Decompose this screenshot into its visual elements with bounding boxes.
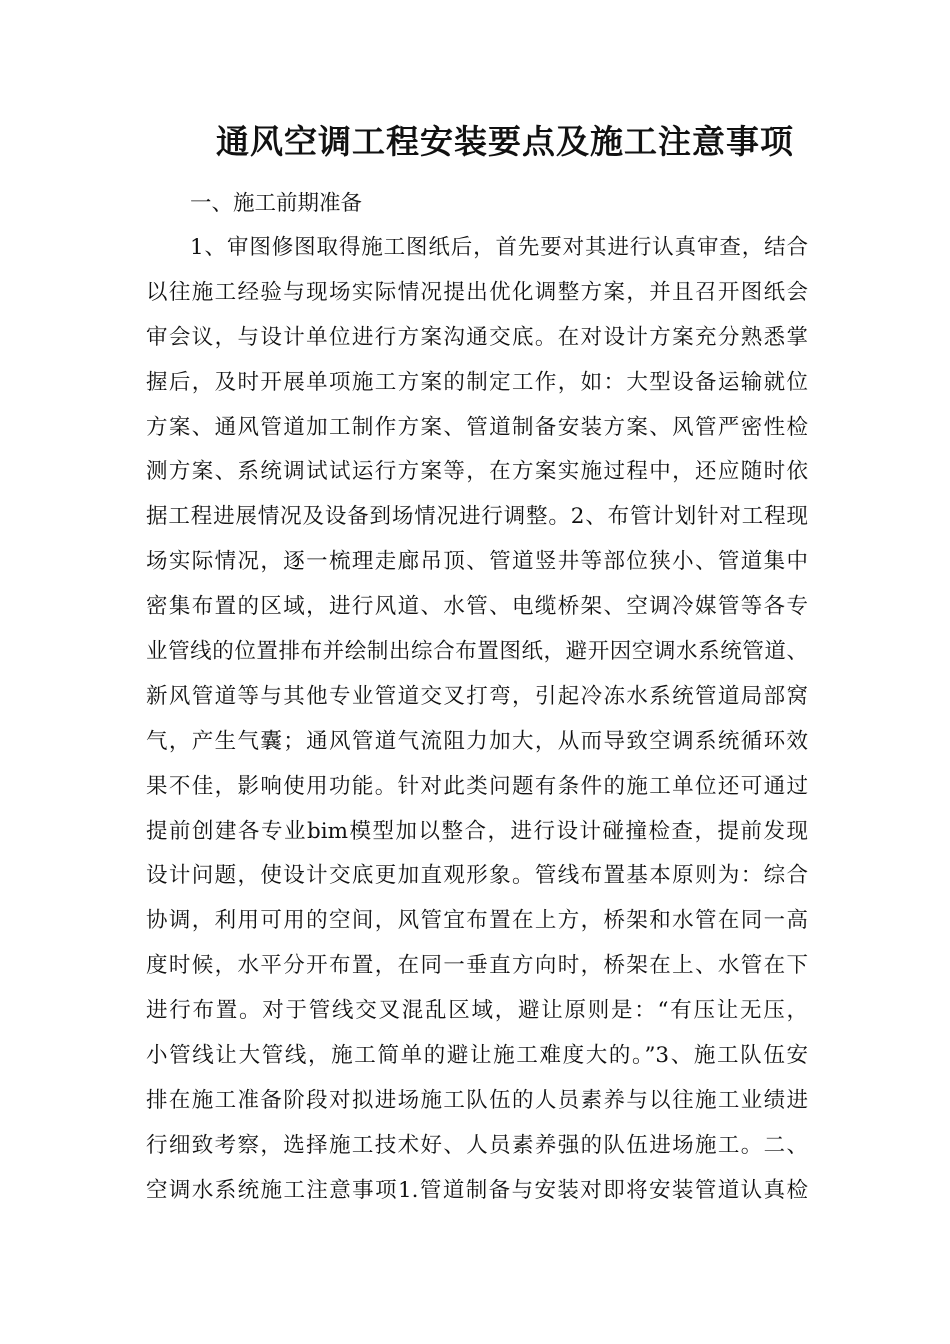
paragraph-line: 方案、通风管道加工制作方案、管道制备安装方案、风管严密性检	[146, 414, 808, 440]
paragraph-line: 握后，及时开展单项施工方案的制定工作，如：大型设备运输就位	[146, 369, 808, 395]
paragraph-line: 审会议，与设计单位进行方案沟通交底。在对设计方案充分熟悉掌	[146, 324, 808, 350]
paragraph-line: 排在施工准备阶段对拟进场施工队伍的人员素养与以往施工业绩进	[146, 1087, 808, 1113]
document-body	[146, 182, 808, 1214]
paragraph-line: 行细致考察，选择施工技术好、人员素养强的队伍进场施工。二、	[146, 1132, 808, 1158]
paragraph-line: 测方案、系统调试试运行方案等，在方案实施过程中，还应随时依	[146, 459, 808, 485]
paragraph-line: 业管线的位置排布并绘制出综合布置图纸，避开因空调水系统管道、	[146, 639, 808, 665]
paragraph-line: 小管线让大管线，施工简单的避让施工难度大的。”3、施工队伍安	[146, 1043, 808, 1069]
paragraph-line: 设计问题，使设计交底更加直观形象。管线布置基本原则为：综合	[146, 863, 808, 889]
document-title: 通风空调工程安装要点及施工注意事项	[216, 122, 794, 161]
paragraph-line: 密集布置的区域，进行风道、水管、电缆桥架、空调冷媒管等各专	[146, 594, 808, 620]
paragraph-line: 进行布置。对于管线交叉混乱区域，避让原则是：“有压让无压，	[146, 998, 808, 1024]
paragraph-line: 协调，利用可用的空间，风管宜布置在上方，桥架和水管在同一高	[146, 908, 808, 934]
paragraph-line: 据工程进展情况及设备到场情况进行调整。2、布管计划针对工程现	[146, 504, 808, 530]
paragraph-line: 新风管道等与其他专业管道交叉打弯，引起冷冻水系统管道局部窝	[146, 683, 808, 709]
paragraph-line: 度时候，水平分开布置，在同一垂直方向时，桥架在上、水管在下	[146, 953, 808, 979]
paragraph-line: 提前创建各专业bim模型加以整合，进行设计碰撞检查，提前发现	[146, 818, 808, 844]
paragraph-line: 场实际情况，逐一梳理走廊吊顶、管道竖井等部位狭小、管道集中	[146, 549, 808, 575]
paragraph-line: 空调水系统施工注意事项1.管道制备与安装对即将安装管道认真检	[146, 1177, 808, 1203]
paragraph-line: 以往施工经验与现场实际情况提出优化调整方案，并且召开图纸会	[146, 279, 808, 305]
section-heading: 一、施工前期准备	[190, 191, 363, 216]
paragraph-line: 气，产生气囊；通风管道气流阻力加大，从而导致空调系统循环效	[146, 728, 808, 754]
paragraph-line: 果不佳，影响使用功能。针对此类问题有条件的施工单位还可通过	[146, 773, 808, 799]
paragraph-line: 1、审图修图取得施工图纸后，首先要对其进行认真审查，结合	[190, 235, 808, 260]
